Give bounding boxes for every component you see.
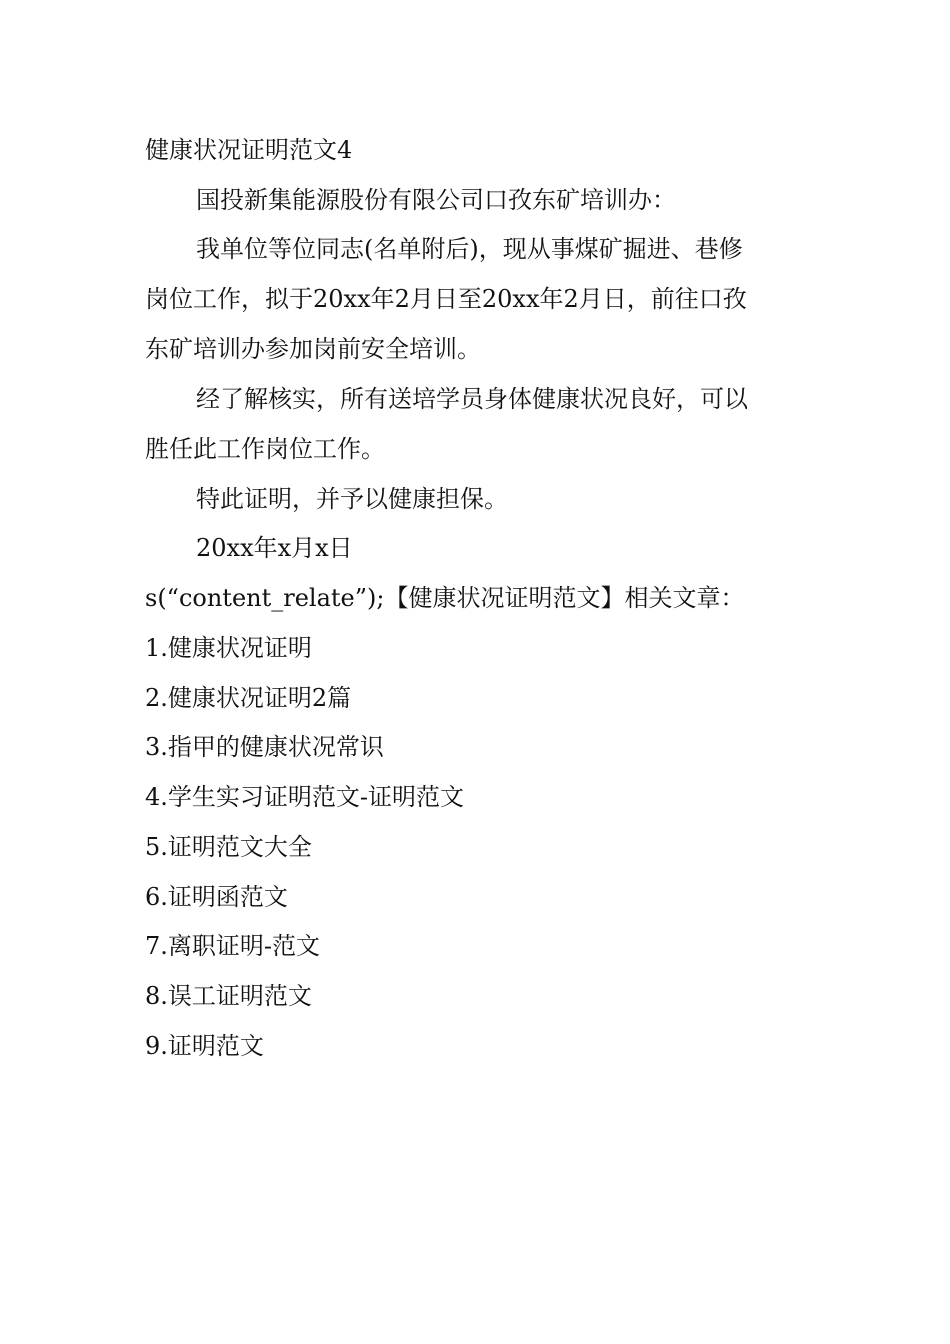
related-articles-header: s(“content_relate”);【健康状况证明范文】相关文章： [145, 584, 745, 612]
paragraph1-line-1: 我单位等位同志(名单附后)，现从事煤矿掘进、巷修 [196, 235, 743, 263]
related-link[interactable]: 9.证明范文 [145, 1032, 264, 1060]
closing-statement: 特此证明，并予以健康担保。 [196, 485, 508, 513]
document-title: 健康状况证明范文4 [145, 136, 353, 164]
related-link[interactable]: 5.证明范文大全 [145, 833, 312, 861]
related-link[interactable]: 3.指甲的健康状况常识 [145, 733, 384, 761]
document-date: 20xx年x月x日 [196, 534, 353, 562]
paragraph1-line-2: 岗位工作，拟于20xx年2月日至20xx年2月日，前往口孜 [145, 285, 747, 313]
related-link[interactable]: 1.健康状况证明 [145, 634, 312, 662]
paragraph2-line-1: 经了解核实，所有送培学员身体健康状况良好，可以 [196, 385, 748, 413]
addressee-line: 国投新集能源股份有限公司口孜东矿培训办： [196, 186, 676, 214]
paragraph2-line-2: 胜任此工作岗位工作。 [145, 435, 385, 463]
related-link[interactable]: 6.证明函范文 [145, 883, 288, 911]
related-link[interactable]: 7.离职证明-范文 [145, 932, 321, 960]
related-link[interactable]: 8.误工证明范文 [145, 982, 312, 1010]
related-link[interactable]: 2.健康状况证明2篇 [145, 684, 352, 712]
paragraph1-line-3: 东矿培训办参加岗前安全培训。 [145, 335, 481, 363]
related-link[interactable]: 4.学生实习证明范文-证明范文 [145, 783, 465, 811]
